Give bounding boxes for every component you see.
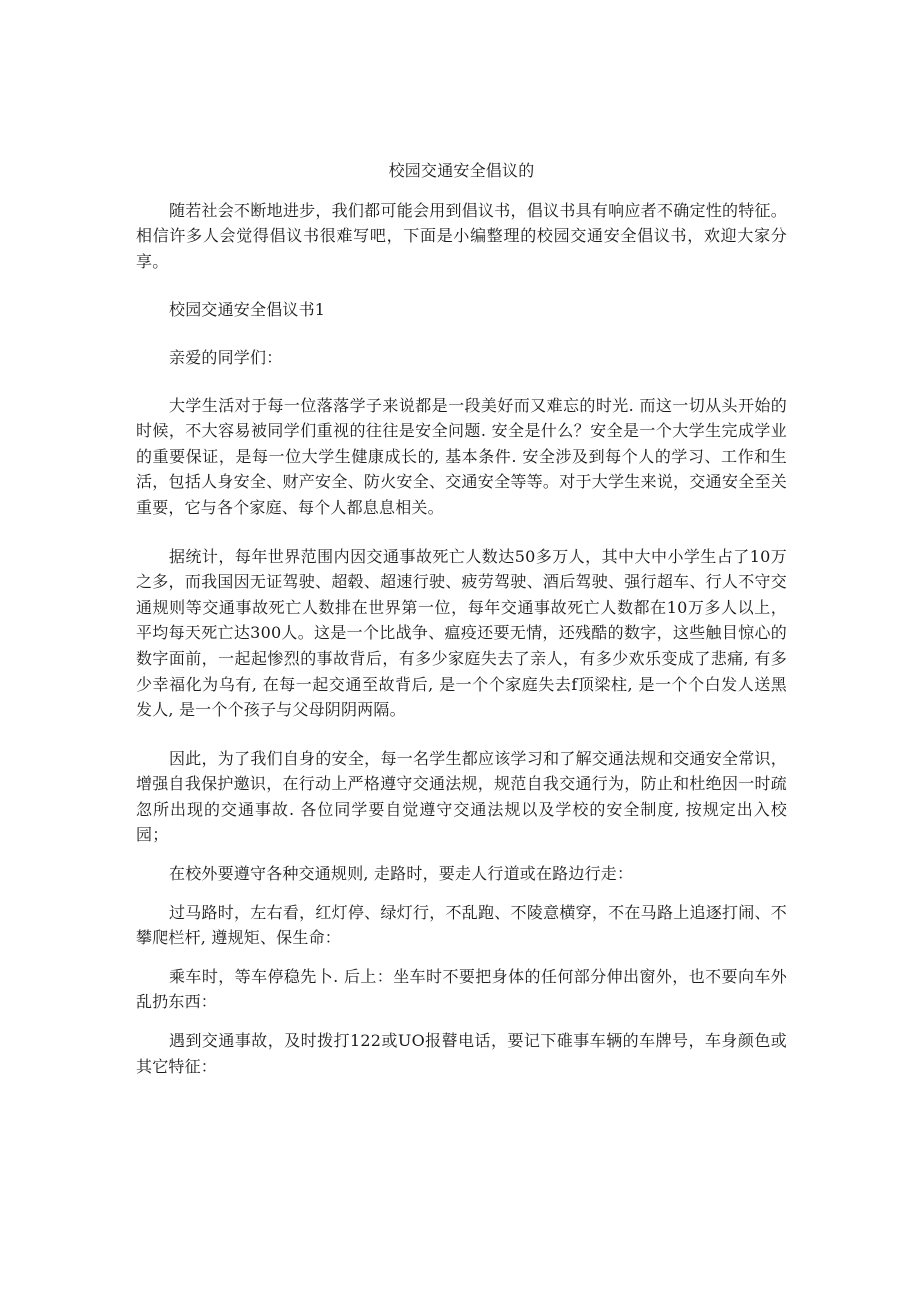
body-paragraph: 乘车时，等车停稳先卜. 后上：坐车时不要把身体的任何部分伸出窗外，也不要向车外乱扔东西： [136, 966, 787, 1012]
body-paragraph: 因此，为了我们自身的安全，每一名学生都应该学习和了解交通法规和交通安全常识，增强自我保护邀识，在行动上严格遵守交通法规，规范自我交通行为，防止和杜绝因一时疏忽所出现的交通事故. 各位同学要自觉遵守交通法规以及学校的安全制度, 按规定出入校园； [136, 748, 787, 845]
body-paragraph: 大学生活对于每一位落落学子来说都是一段美好而又难忘的时光. 而这一切从头开始的时候，不大容易被同学们重视的往往是安全问题. 安全是什么？安全是一个大学生完成学业的重要保证，是每一位大学生健康成长的, 基本条件. 安全涉及到每个人的学习、工作和生活，包括人身安全、财产安全、防火安全、交通安全等等。对于大学生来说，交通安全至关重要，它与各个家庭、每个人都息息相关。 [136, 395, 787, 517]
salutation: 亲爱的同学们： [169, 347, 283, 367]
intro-paragraph: 随若社会不断地进步，我们都可能会用到倡议书，倡议书具有响应者不确定性的特征。相信许多人会觉得倡议书很难写吧，下面是小编整理的校园交通安全倡议书，欢迎大家分享。 [136, 200, 787, 271]
body-paragraph: 过马路时，左右看，红灯停、绿灯行，不乱跑、不陵意横穿，不在马路上追逐打闹、不攀爬栏杆, 遵规矩、保生命： [136, 902, 787, 948]
body-paragraph: 遇到交通事故，及时拨打122或UO报瞽电话，要记下碓事车辆的车牌号，车身颜色或其它特征： [136, 1031, 787, 1076]
document-title: 校园交通安全倡议的 [388, 161, 535, 180]
document-page [136, 158, 787, 1092]
body-paragraph: 据统计，每年世界范围内因交通事故死亡人数达50多万人，其中大中小学生占了10万之多，而我国因无证驾驶、超毂、超速行驶、疲劳驾驶、酒后驾驶、强行超车、行人不守交通规则等交通事故死亡人数排在世界第一位，每年交通事故死亡人数都在10万多人以上，平均每天死亡达300人。这是一个比战争、瘟疫还要无情，还残酷的数字，这些触目惊心的数字面前，一起起惨烈的事故背后，有多少家庭失去了亲人，有多少欢乐变成了悲痛, 有多少幸福化为乌有, 在每一起交通至故背后, 是一个个家庭失去f顶梁柱, 是一个个白发人送黑发人, 是一个个孩子与父母阴阴两隔。 [136, 546, 787, 720]
body-paragraph: 在校外要遵守各种交通规则, 走路时，要走人行道或在路边行走： [169, 864, 634, 884]
section-heading: 校园交通安全倡议书1 [169, 300, 326, 320]
